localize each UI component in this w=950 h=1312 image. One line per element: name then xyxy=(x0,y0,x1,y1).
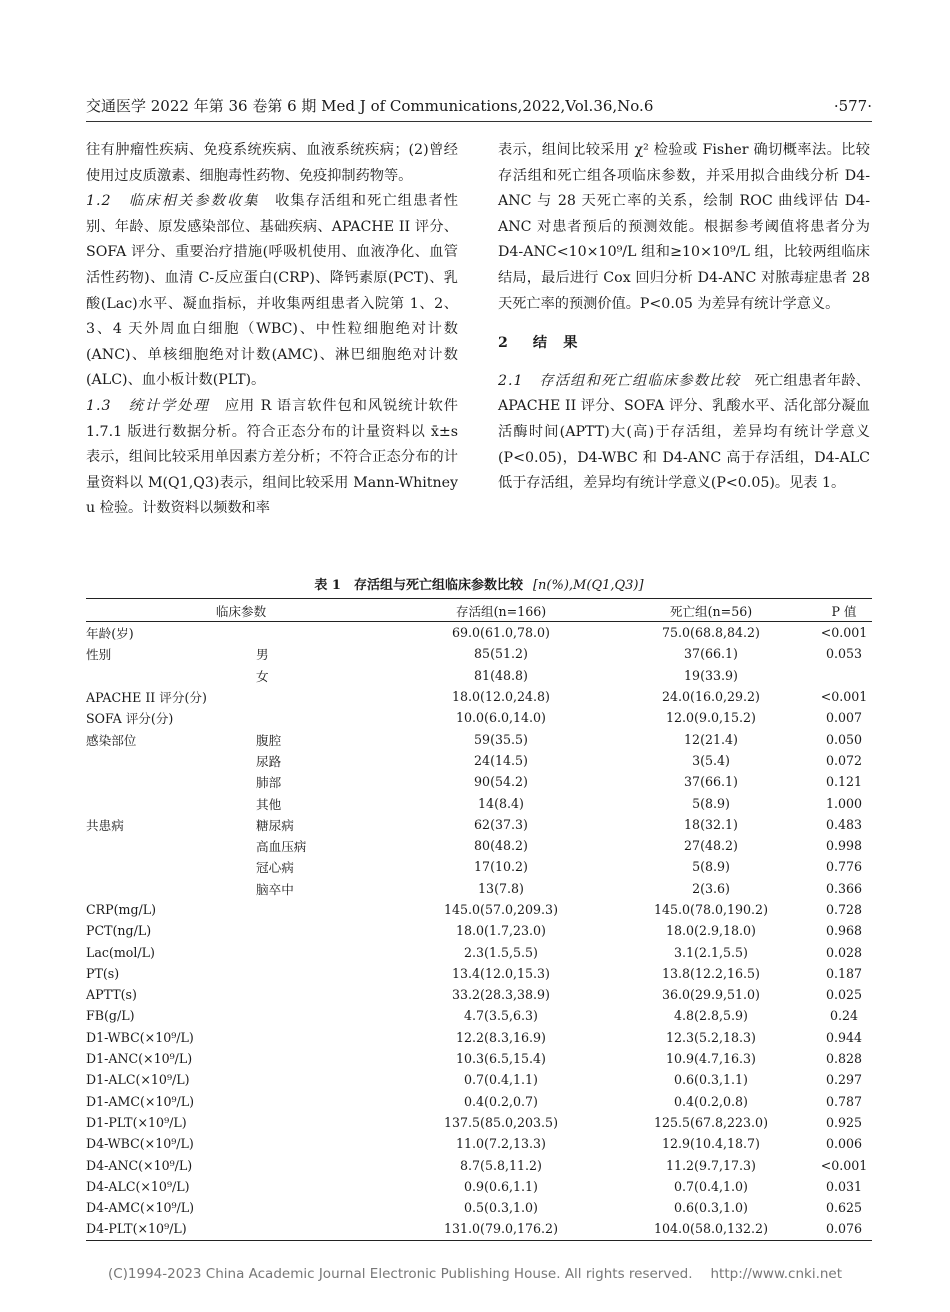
section-1-3 xyxy=(86,394,458,522)
cell-death: 0.6(0.3,1.1) xyxy=(674,1072,748,1088)
clinical-parameters-table xyxy=(86,598,872,1241)
cell-p-value: 0.121 xyxy=(825,774,863,790)
cell-param: D4-ALC(×10⁹/L) xyxy=(86,1178,190,1194)
cell-survive: 2.3(1.5,5.5) xyxy=(464,944,538,960)
exclusion-criteria-text: 往有肿瘤性疾病、免疫系统疾病、血液系统疾病；(2)曾经使用过皮质激素、细胞毒性药物、免疫抑制药物等。 xyxy=(86,142,458,184)
cell-death: 2(3.6) xyxy=(692,880,730,896)
table-row xyxy=(86,835,872,856)
journal-citation: 交通医学 2022 年第 36 卷第 6 期 Med J of Communications,2022,Vol.36,No.6 xyxy=(86,97,654,115)
cell-subgroup: 其他 xyxy=(256,796,282,812)
cell-p-value: 0.297 xyxy=(825,1072,863,1088)
cell-p-value: 0.625 xyxy=(825,1200,863,1216)
cell-p-value: 0.031 xyxy=(825,1178,863,1194)
cell-param: D1-AMC(×10⁹/L) xyxy=(86,1093,195,1109)
cell-p-value: 0.728 xyxy=(825,902,863,917)
cell-survive: 131.0(79.0,176.2) xyxy=(396,1218,606,1240)
cell-subgroup xyxy=(256,1218,396,1240)
cell-subgroup xyxy=(256,1091,396,1112)
table-row xyxy=(86,728,872,749)
section-2-number: 2 xyxy=(498,335,509,352)
cell-subgroup xyxy=(256,1112,396,1133)
cell-subgroup xyxy=(256,984,396,1005)
cell-param xyxy=(86,750,256,771)
table-row xyxy=(86,643,872,664)
section-1-2 xyxy=(86,189,458,394)
cell-death: 12.3(5.2,18.3) xyxy=(666,1029,756,1045)
cell-p-value: 0.006 xyxy=(825,1136,863,1152)
table-row xyxy=(86,920,872,941)
table-row xyxy=(86,686,872,707)
cell-death: 3(5.4) xyxy=(692,752,730,768)
cell-p-value: 0.187 xyxy=(825,965,863,981)
cell-death: 5(8.9) xyxy=(692,859,730,875)
cell-p-value: 0.24 xyxy=(829,1008,859,1024)
cell-p-value: 0.028 xyxy=(825,944,863,960)
cell-subgroup xyxy=(256,899,396,920)
cell-subgroup xyxy=(256,1133,396,1154)
cell-param: CRP(mg/L) xyxy=(86,902,157,917)
cell-death: 0.6(0.3,1.0) xyxy=(674,1200,748,1216)
cell-survive: 0.5(0.3,1.0) xyxy=(464,1200,538,1216)
cell-death: 18.0(2.9,18.0) xyxy=(666,923,756,939)
header-survive: 存活组(n=166) xyxy=(396,599,606,622)
cell-survive: 90(54.2) xyxy=(474,774,528,790)
cell-death: 75.0(68.8,84.2) xyxy=(662,625,760,641)
cell-p-value: 0.076 xyxy=(816,1218,872,1240)
cell-survive: 13(7.8) xyxy=(478,880,524,896)
cell-subgroup xyxy=(256,1197,396,1218)
cell-subgroup: 高血压病 xyxy=(256,839,307,855)
cell-survive: 10.3(6.5,15.4) xyxy=(456,1051,546,1067)
cell-param: D4-AMC(×10⁹/L) xyxy=(86,1200,195,1216)
table-row xyxy=(86,856,872,877)
cell-param: SOFA 评分(分) xyxy=(86,711,174,727)
table-row xyxy=(86,771,872,792)
table-row xyxy=(86,1048,872,1069)
cell-death: 36.0(29.9,51.0) xyxy=(662,987,760,1003)
cell-survive: 18.0(12.0,24.8) xyxy=(452,689,550,705)
table-row xyxy=(86,1218,872,1240)
cell-param: D4-ANC(×10⁹/L) xyxy=(86,1157,193,1173)
cell-death: 18(32.1) xyxy=(684,816,738,832)
cell-death: 27(48.2) xyxy=(684,838,738,854)
cell-death: 10.9(4.7,16.3) xyxy=(666,1051,756,1067)
cell-subgroup xyxy=(256,707,396,728)
header-p-value: P 值 xyxy=(816,599,872,622)
cell-p-value: 0.366 xyxy=(825,880,863,896)
cell-param: PT(s) xyxy=(86,965,120,981)
section-2-1 xyxy=(498,369,870,497)
cell-p-value: 0.025 xyxy=(825,987,863,1003)
footer-url: http://www.cnki.net xyxy=(710,1266,843,1282)
cell-param: PCT(ng/L) xyxy=(86,923,152,939)
cell-subgroup xyxy=(256,622,396,644)
header-param: 临床参数 xyxy=(86,599,396,622)
cell-param: 年龄(岁) xyxy=(86,626,134,642)
cell-p-value: 0.072 xyxy=(825,752,863,768)
cell-survive: 33.2(28.3,38.9) xyxy=(452,987,550,1003)
cell-survive: 81(48.8) xyxy=(474,667,528,683)
section-1-3-text: 应用 R 语言软件包和风锐统计软件 1.7.1 版进行数据分析。符合正态分布的计量资料以 x̄±s 表示，组间比较采用单因素方差分析；不符合正态分布的计量资料以 M(Q1,Q3)表示，组间比较采用 Mann-Whitney u 检验。计数资料以频数和率 xyxy=(86,397,458,517)
cell-survive: 8.7(5.8,11.2) xyxy=(460,1157,542,1173)
table-row xyxy=(86,1154,872,1175)
cell-survive: 17(10.2) xyxy=(474,859,528,875)
cell-p-value: <0.001 xyxy=(820,625,868,641)
cell-subgroup xyxy=(256,1048,396,1069)
cell-death: 19(33.9) xyxy=(684,667,738,683)
cell-param: D1-ANC(×10⁹/L) xyxy=(86,1051,193,1067)
table-row xyxy=(86,1133,872,1154)
cell-death: 5(8.9) xyxy=(692,795,730,811)
cell-p-value: <0.001 xyxy=(820,689,868,705)
cell-param xyxy=(86,878,256,899)
table-body xyxy=(86,622,872,1241)
table-row xyxy=(86,963,872,984)
cell-p-value: <0.001 xyxy=(820,1157,868,1173)
cell-p-value: 0.776 xyxy=(825,859,863,875)
cell-death: 37(66.1) xyxy=(684,774,738,790)
table-row xyxy=(86,1027,872,1048)
table-row xyxy=(86,1005,872,1026)
cell-death: 3.1(2.1,5.5) xyxy=(674,944,748,960)
cell-param: D4-WBC(×10⁹/L) xyxy=(86,1136,194,1152)
cell-survive: 0.7(0.4,1.1) xyxy=(464,1072,538,1088)
cell-death: 11.2(9.7,17.3) xyxy=(666,1157,756,1173)
cell-subgroup: 男 xyxy=(256,647,269,663)
header-rule xyxy=(86,121,872,122)
section-2-title xyxy=(498,331,870,357)
cell-survive: 18.0(1.7,23.0) xyxy=(456,923,546,939)
cell-param xyxy=(86,835,256,856)
cell-death: 104.0(58.0,132.2) xyxy=(606,1218,816,1240)
cell-subgroup xyxy=(256,941,396,962)
cell-param: D1-WBC(×10⁹/L) xyxy=(86,1029,194,1045)
table-row xyxy=(86,1197,872,1218)
table-row xyxy=(86,814,872,835)
cell-param: D1-ALC(×10⁹/L) xyxy=(86,1072,190,1088)
cell-survive: 12.2(8.3,16.9) xyxy=(456,1029,546,1045)
cell-subgroup xyxy=(256,1154,396,1175)
cell-survive: 69.0(61.0,78.0) xyxy=(452,625,550,641)
cell-death: 12.9(10.4,18.7) xyxy=(662,1136,760,1152)
cell-param: D1-PLT(×10⁹/L) xyxy=(86,1114,187,1130)
cell-param: 共患病 xyxy=(86,817,124,833)
cell-death: 13.8(12.2,16.5) xyxy=(662,965,760,981)
cell-survive: 4.7(3.5,6.3) xyxy=(464,1008,538,1024)
cell-param: APACHE II 评分(分) xyxy=(86,690,207,706)
table-1-title: 表 1 存活组与死亡组临床参数比较 xyxy=(314,578,523,593)
cell-p-value: 0.483 xyxy=(825,816,863,832)
table-row xyxy=(86,1069,872,1090)
cell-p-value: 0.998 xyxy=(825,838,863,854)
cell-subgroup xyxy=(256,920,396,941)
cell-subgroup xyxy=(256,1176,396,1197)
page-number: ·577· xyxy=(833,97,872,115)
cell-survive: 10.0(6.0,14.0) xyxy=(456,710,546,726)
table-row xyxy=(86,878,872,899)
section-2-1-text: 死亡组患者年龄、APACHE II 评分、SOFA 评分、乳酸水平、活化部分凝血活酶时间(APTT)大(高)于存活组，差异均有统计学意义(P<0.05)，D4-WBC 和 D4-ANC 高于存活组，D4-ALC 低于存活组，差异均有统计学意义(P<0.05)。见表 1。 xyxy=(498,372,870,492)
cell-survive: 145.0(57.0,209.3) xyxy=(444,902,558,917)
table-row xyxy=(86,941,872,962)
table-row xyxy=(86,984,872,1005)
cell-p-value: 0.007 xyxy=(825,710,863,726)
cell-p-value: 0.944 xyxy=(825,1029,863,1045)
table-row xyxy=(86,1091,872,1112)
cell-subgroup: 女 xyxy=(256,668,269,684)
cell-survive: 62(37.3) xyxy=(474,816,528,832)
cell-death: 145.0(78.0,190.2) xyxy=(654,902,768,917)
cell-death: 37(66.1) xyxy=(684,646,738,662)
header-death: 死亡组(n=56) xyxy=(606,599,816,622)
cell-p-value: 0.925 xyxy=(825,1114,863,1130)
cell-p-value xyxy=(816,665,872,686)
cell-p-value: 0.053 xyxy=(825,646,863,662)
cell-subgroup: 脑卒中 xyxy=(256,881,294,897)
cell-survive: 0.4(0.2,0.7) xyxy=(464,1093,538,1109)
cell-param: Lac(mol/L) xyxy=(86,944,155,960)
cell-p-value: 1.000 xyxy=(825,795,863,811)
cell-death: 0.7(0.4,1.0) xyxy=(674,1178,748,1194)
statistics-continued-text: 表示，组间比较采用 χ² 检验或 Fisher 确切概率法。比较存活组和死亡组各项临床参数，并采用拟合曲线分析 D4-ANC 与 28 天死亡率的关系，绘制 ROC 曲线评估 D4-ANC 对患者预后的预测效能。根据参考阈值将患者分为 D4-ANC<10×10⁹/L 组和≥10×10⁹/L 组，比较两组临床结局，最后进行 Cox 回归分析 D4-ANC 对脓毒症患者 28 天死亡率的预测价值。P<0.05 为差异有统计学意义。 xyxy=(498,142,870,312)
cell-param: D4-PLT(×10⁹/L) xyxy=(86,1218,256,1240)
cell-param xyxy=(86,792,256,813)
running-header xyxy=(86,96,872,120)
cell-param: APTT(s) xyxy=(86,987,137,1003)
cell-subgroup: 肺部 xyxy=(256,775,282,791)
right-column xyxy=(498,138,870,497)
cell-survive: 24(14.5) xyxy=(474,752,528,768)
cell-death: 0.4(0.2,0.8) xyxy=(674,1093,748,1109)
cell-subgroup: 冠心病 xyxy=(256,860,294,876)
table-row xyxy=(86,1176,872,1197)
cell-subgroup xyxy=(256,1005,396,1026)
cell-param xyxy=(86,856,256,877)
cell-survive: 11.0(7.2,13.3) xyxy=(456,1136,546,1152)
cell-subgroup xyxy=(256,1027,396,1048)
copyright-text: (C)1994-2023 China Academic Journal Electronic Publishing House. All rights reserved. xyxy=(107,1266,693,1282)
table-row xyxy=(86,899,872,920)
cell-survive: 85(51.2) xyxy=(474,646,528,662)
table-row xyxy=(86,707,872,728)
cell-subgroup xyxy=(256,1069,396,1090)
cell-survive: 80(48.2) xyxy=(474,838,528,854)
cell-subgroup xyxy=(256,686,396,707)
cell-subgroup: 腹腔 xyxy=(256,732,282,748)
cell-death: 4.8(2.8,5.9) xyxy=(674,1008,748,1024)
cell-survive: 13.4(12.0,15.3) xyxy=(452,965,550,981)
cell-p-value: 0.828 xyxy=(825,1051,863,1067)
cell-death: 12.0(9.0,15.2) xyxy=(666,710,756,726)
table-1-caption xyxy=(86,577,872,595)
cell-subgroup xyxy=(256,963,396,984)
table-row xyxy=(86,792,872,813)
section-1-2-heading: 1.2 临床相关参数收集 xyxy=(86,193,260,210)
table-row xyxy=(86,622,872,644)
section-1-2-text: 收集存活组和死亡组患者性别、年龄、原发感染部位、基础疾病、APACHE II 评分、SOFA 评分、重要治疗措施(呼吸机使用、血液净化、血管活性药物)、血清 C-反应蛋白(CRP)、降钙素原(PCT)、乳酸(Lac)水平、凝血指标，并收集两组患者入院第 1、2、3、4 天外周血白细胞（WBC)、中性粒细胞绝对计数(ANC)、单核细胞绝对计数(AMC)、淋巴细胞绝对计数(ALC)、血小板计数(PLT)。 xyxy=(86,193,458,389)
cell-subgroup: 糖尿病 xyxy=(256,817,294,833)
copyright-footer xyxy=(0,1266,950,1282)
cell-subgroup: 尿路 xyxy=(256,753,282,769)
table-header-row xyxy=(86,599,872,622)
table-row xyxy=(86,665,872,686)
cell-death: 12(21.4) xyxy=(684,731,738,747)
section-2-1-heading: 2.1 存活组和死亡组临床参数比较 xyxy=(498,372,741,389)
table-row xyxy=(86,1112,872,1133)
cell-param: FB(g/L) xyxy=(86,1008,135,1024)
cell-param xyxy=(86,665,256,686)
section-1-3-heading: 1.3 统计学处理 xyxy=(86,397,210,414)
cell-p-value: 0.968 xyxy=(825,923,863,939)
table-1-unit: [n(%),M(Q1,Q3)] xyxy=(532,578,644,593)
cell-survive: 59(35.5) xyxy=(474,731,528,747)
cell-param: 感染部位 xyxy=(86,732,137,748)
cell-survive: 0.9(0.6,1.1) xyxy=(464,1178,538,1194)
cell-death: 24.0(16.0,29.2) xyxy=(662,689,760,705)
cell-p-value: 0.787 xyxy=(825,1093,863,1109)
table-row xyxy=(86,750,872,771)
section-2-name: 结 果 xyxy=(532,335,579,352)
cell-param: 性别 xyxy=(86,647,112,663)
cell-death: 125.5(67.8,223.0) xyxy=(654,1114,768,1130)
cell-param xyxy=(86,771,256,792)
cell-survive: 14(8.4) xyxy=(478,795,524,811)
left-column xyxy=(86,138,458,522)
cell-p-value: 0.050 xyxy=(825,731,863,747)
cell-survive: 137.5(85.0,203.5) xyxy=(444,1114,558,1130)
